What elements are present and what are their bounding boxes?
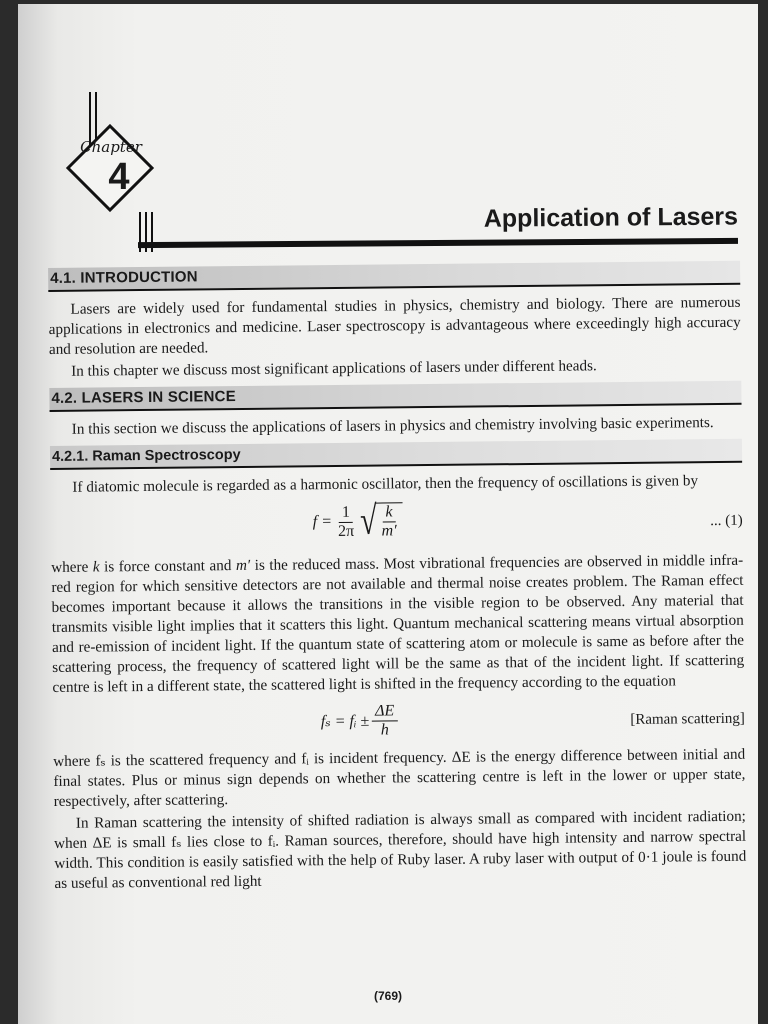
- eq2-denominator: h: [380, 721, 389, 739]
- chapter-label: Chapter: [80, 138, 142, 156]
- eq2-numerator: ΔE: [372, 702, 397, 721]
- section-heading-lasers-in-science: 4.2. LASERS IN SCIENCE: [49, 381, 741, 412]
- equation-1: [51, 499, 743, 552]
- chapter-number: 4: [108, 156, 130, 198]
- eq1-numerator: 1: [339, 503, 353, 522]
- raman-paragraph-4: In Raman scattering the intensity of shifted radiation is always small as compared with incident radiation; when ΔE is small fₛ lies close to fᵢ. Raman sources, therefore, should have high intensity and narrow spectral width. This condition is easily satisfied with the help of Ruby laser. A ruby laser with output of 0·1 joule is found as useful as conventional red light: [54, 807, 747, 892]
- science-paragraph-1: In this section we discuss the applications of lasers in physics and chemistry involving basic experiments.: [71, 414, 714, 438]
- equation-2: [53, 699, 745, 746]
- eq1-root-numerator: k: [382, 503, 395, 522]
- eq1-label: ... (1): [710, 512, 743, 530]
- book-page: [18, 4, 758, 1024]
- section-heading-introduction: 4.1. INTRODUCTION: [48, 261, 740, 292]
- eq1-fraction: [335, 503, 357, 540]
- raman-paragraph-2: where k is force constant and m′ is the reduced mass. Most vibrational frequencies are observed in middle infra-red region for which sensitive detectors are not available and thermal noise creates problem. The Raman effect becomes important because it allows the transitions in the visible region to be observed. Any material that transmits visible light implies that it scatters this light. Quantum mechanical scattering means virtual absorption and re-emission of incident light. If the quantum state of scattering atom or molecule is same as before after the scattering process, the frequency of scattered light will be the same as that of the incident light. If scattering centre is left in a different state, the scattered light is shifted in the frequency according to the equation: [51, 551, 745, 696]
- eq1-root-denominator: m′: [381, 522, 397, 540]
- eq1-denominator: 2π: [337, 522, 355, 540]
- eq2-label: [Raman scattering]: [630, 710, 745, 728]
- intro-paragraph-2: In this chapter we discuss most significant applications of lasers under different heads.: [71, 357, 597, 380]
- chapter-title: Application of Lasers: [483, 202, 739, 233]
- eq2-lhs: fₛ = fᵢ ±: [320, 712, 370, 730]
- subsection-heading-raman: 4.2.1. Raman Spectroscopy: [50, 439, 742, 470]
- raman-paragraph-1: If diatomic molecule is regarded as a harmonic oscillator, then the frequency of oscillations is given by: [72, 472, 699, 496]
- page-number: (769): [373, 989, 402, 1003]
- title-rule: [138, 238, 738, 248]
- eq2-fraction: [372, 702, 398, 739]
- eq1-lhs: f =: [312, 513, 333, 531]
- eq1-square-root: √ $\frac{k}{m'}$: [360, 502, 403, 540]
- intro-paragraph-1: Lasers are widely used for fundamental studies in physics, chemistry and biology. There are numerous applications in electronics and medicine. Laser spectroscopy is advantageous where exceedingly high accuracy and resolution are needed.: [48, 293, 741, 358]
- raman-paragraph-3: where fₛ is the scattered frequency and fᵢ is incident frequency. ΔE is the energy difference between initial and final states. Plus or minus sign depends on whether the scattering centre is left in the lower or upper state, respectively, after scattering.: [53, 745, 746, 810]
- page-content: [48, 255, 747, 896]
